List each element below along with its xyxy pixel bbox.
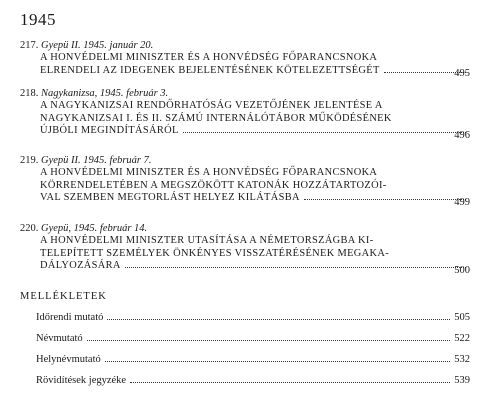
entry-page-number: 495 <box>454 68 470 79</box>
entry-title-line: A HONVÉDELMI MINISZTER UTASÍTÁSA A NÉMETORSZÁGBA KI- <box>40 235 374 246</box>
dot-leader <box>87 340 451 341</box>
toc-entry <box>20 88 470 141</box>
entry-title-last-line <box>40 192 470 205</box>
entry-title-text: VAL SZEMBEN MEGTORLÁST HELYEZ KILÁTÁSBA <box>40 192 300 203</box>
toc-entry <box>20 155 470 208</box>
appendix-item <box>36 312 470 323</box>
entry-title-text: ÚJBÓLI MEGINDÍTÁSÁRÓL <box>40 125 179 136</box>
entry-title-last-line <box>40 125 470 138</box>
dot-leader <box>125 267 466 268</box>
entry-number: 220. <box>20 223 39 234</box>
appendix-item-page: 539 <box>454 375 470 386</box>
dot-leader <box>107 319 450 320</box>
entry-title-line: TELEPÍTETT SZEMÉLYEK ÖNKÉNYES VISSZATÉRÉSÉNEK MEGAKA- <box>40 247 390 259</box>
appendix-heading: MELLÉKLETEK <box>20 291 107 302</box>
toc-entry <box>20 40 470 77</box>
dot-leader <box>183 132 466 133</box>
entry-title-line: KÖRRENDELETÉBEN A MEGSZÖKÖTT KATONÁK HOZZÁTARTOZÓI- <box>40 179 387 191</box>
entry-title <box>40 167 470 205</box>
entry-title-line: NAGYKANIZSAI I. ÉS II. SZÁMÚ INTERNÁLÓTÁBOR MŰKÖDÉSÉNEK <box>40 112 392 124</box>
appendix-item-label: Időrendi mutató <box>36 312 104 323</box>
entry-title-line: A HONVÉDELMI MINISZTER ÉS A HONVÉDSÉG FŐPARANCSNOKA <box>40 167 378 178</box>
entry-place-date: Gyepü II. 1945. január 20. <box>41 40 154 51</box>
entry-title-line: A NAGYKANIZSAI RENDŐRHATÓSÁG VEZETŐJÉNEK JELENTÉSE A <box>40 100 383 111</box>
entry-meta <box>20 155 470 167</box>
entry-page-number: 496 <box>454 130 470 141</box>
entry-number: 219. <box>20 155 39 166</box>
entry-place-date: Gyepü, 1945. február 14. <box>41 223 148 234</box>
entry-meta <box>20 40 470 52</box>
entry-place-date: Gyepü II. 1945. február 7. <box>41 155 152 166</box>
entry-title-text: ELRENDELI AZ IDEGENEK BEJELENTÉSÉNEK KÖTELEZETTSÉGÉT <box>40 64 380 76</box>
dot-leader <box>130 382 450 383</box>
appendix-item <box>36 354 470 365</box>
dot-leader <box>105 361 451 362</box>
entry-place-date: Nagykanizsa, 1945. február 3. <box>41 88 169 99</box>
appendix-item <box>36 375 470 386</box>
entry-number: 218. <box>20 88 39 99</box>
appendix-item-page: 522 <box>454 333 470 344</box>
appendix-item-label: Névmutató <box>36 333 83 344</box>
entry-title <box>40 52 470 77</box>
entry-page-number: 500 <box>454 265 470 276</box>
appendix-item-label: Rövidítések jegyzéke <box>36 375 127 386</box>
toc-entry <box>20 223 470 276</box>
dot-leader <box>304 199 466 200</box>
entry-title-line: A HONVÉDELMI MINISZTER ÉS A HONVÉDSÉG FŐPARANCSNOKA <box>40 52 378 63</box>
appendix-item <box>36 333 470 344</box>
entry-page-number: 499 <box>454 197 470 208</box>
entry-title <box>40 100 470 138</box>
appendix-item-page: 532 <box>454 354 470 365</box>
entry-title-text: DÁLYOZÁSÁRA <box>40 260 121 271</box>
entry-title-last-line <box>40 260 470 273</box>
entry-meta <box>20 223 470 235</box>
entry-meta <box>20 88 470 100</box>
appendix-item-page: 505 <box>454 312 470 323</box>
appendix-item-label: Helynévmutató <box>36 354 101 365</box>
entry-title <box>40 235 470 273</box>
page-year-heading: 1945 <box>20 10 56 29</box>
entry-number: 217. <box>20 40 39 51</box>
entry-title-last-line <box>40 65 470 78</box>
